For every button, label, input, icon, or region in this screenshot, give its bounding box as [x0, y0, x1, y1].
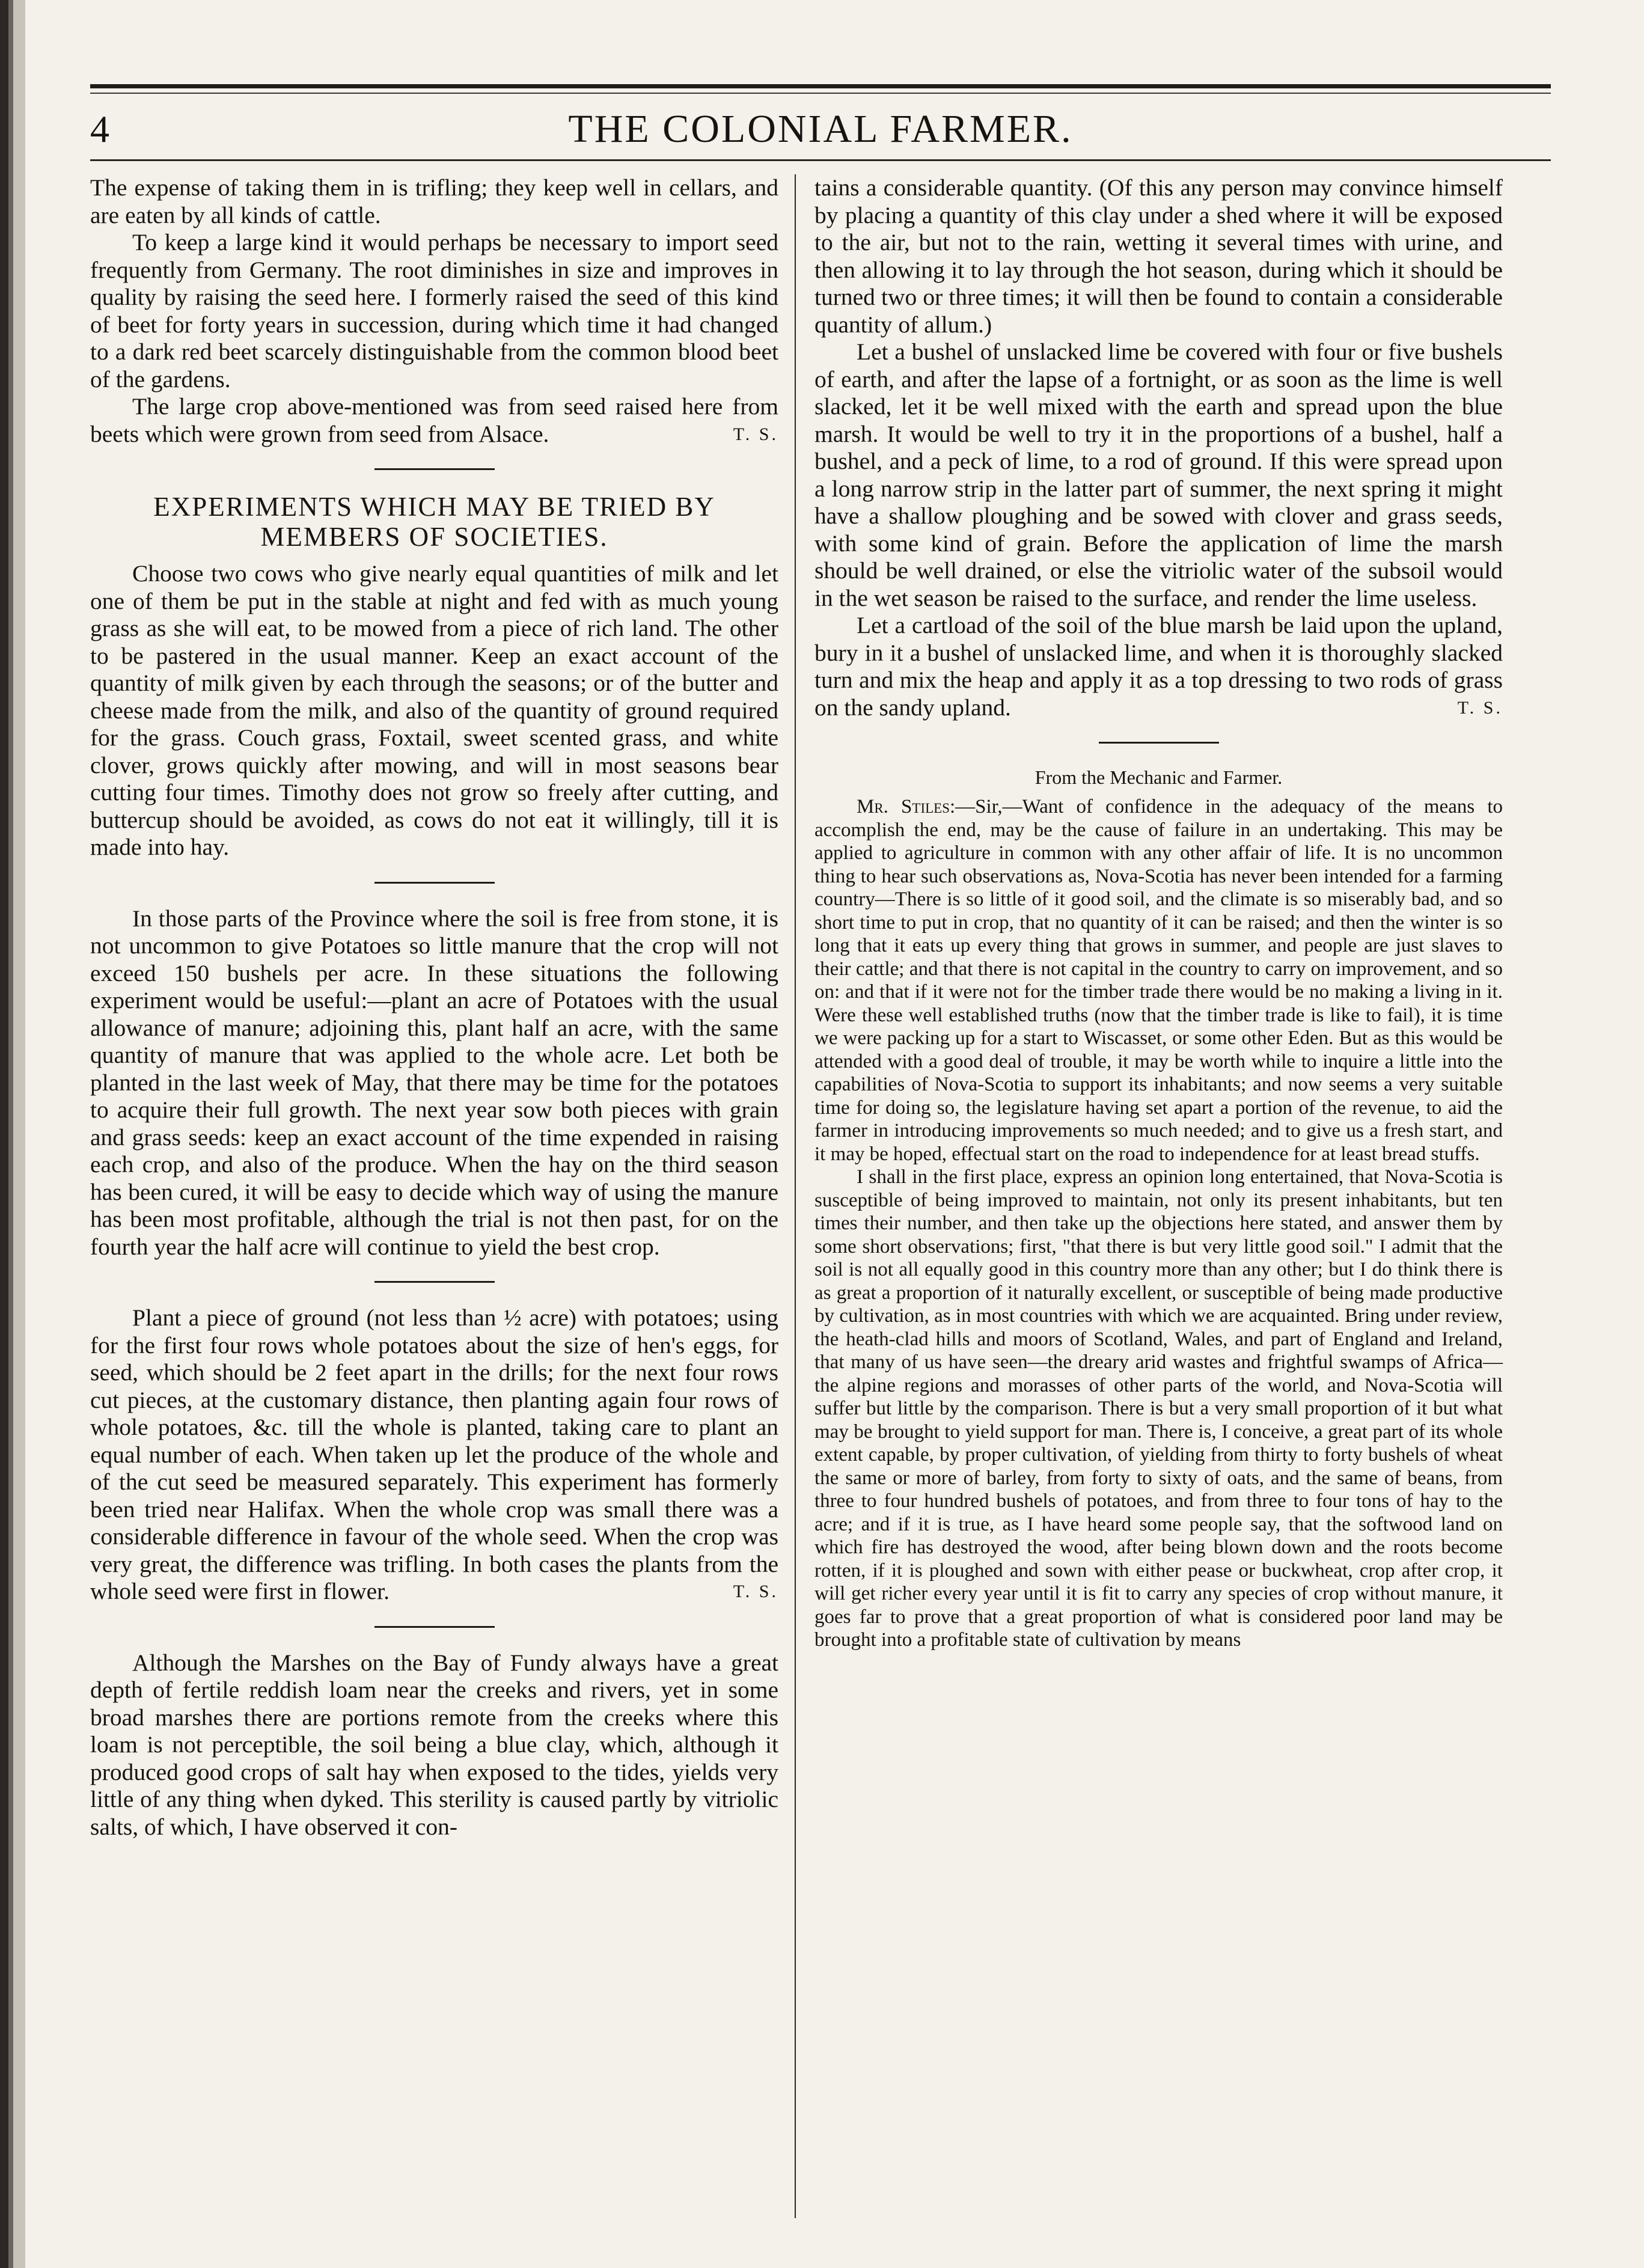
paragraph: In those parts of the Province where the soil is free from stone, it is not uncommon to give Potatoes so little manure that the crop will not exceed 150 bushels per acre. In these situations the following experiment would be useful:—plant an acre of Potatoes with the usual allowance of manure; adjoining this, plant half an acre, with the same quantity of manure that was applied to the whole acre. Let both be planted in the last week of May, that there may be time for the potatoes to acquire their full growth. The next year sow both pieces with grain and grass seeds: keep an exact account of the time expended in raising each crop, and also of the produce. When the hay on the third season has been cured, it will be easy to decide which way of using the manure has been most profitable, although the trial is not then past, for on the fourth year the half acre will continue to yield the best crop. — [90, 905, 778, 1260]
right-column — [814, 174, 1503, 1652]
newspaper-page — [90, 84, 1551, 2224]
paragraph: The expense of taking them in is trifling; they keep well in cellars, and are eaten by all kinds of cattle. — [90, 174, 778, 228]
letter-body — [814, 795, 1503, 1652]
paragraph — [814, 612, 1503, 721]
top-rule — [90, 84, 1551, 88]
section-separator — [374, 468, 495, 470]
paragraph-text: The large crop above-mentioned was from seed raised here from beets which were grown from seed from Alsace. — [90, 393, 778, 447]
page-binding-edge — [0, 0, 25, 2268]
section-heading: EXPERIMENTS WHICH MAY BE TRIED BY MEMBERS OF SOCIETIES. — [153, 492, 715, 552]
section-separator — [1099, 742, 1219, 744]
paragraph-text: Plant a piece of ground (not less than ½ acre) with potatoes; using for the first four rows whole potatoes about the size of hen's eggs, for seed, which should be 2 feet apart in the drills; for the next four rows cut pieces, at the customary distance, then planting again four rows of whole potatoes, &c. till the whole is planted, taking care to plant an equal number of each. When taken up let the produce of the whole and of the cut seed be measured separately. This experiment has formerly been tried near Halifax. When the whole crop was small there was a considerable difference in favour of the whole seed. When the crop was very great, the difference was trifling. In both cases the plants from the whole seed were first in flower. — [90, 1304, 778, 1604]
column-divider — [795, 174, 796, 2218]
paragraph: Although the Marshes on the Bay of Fundy always have a great depth of fertile reddish loam near the creeks and rivers, yet in some broad marshes there are portions remote from the creeks where this loam is not perceptible, the soil being a blue clay, which, although it produced good crops of salt hay when exposed to the tides, yields very little of any thing when dyked. This sterility is caused partly by vitriolic salts, of which, I have observed it con- — [90, 1649, 778, 1840]
paragraph — [90, 1304, 778, 1606]
signature: T. S. — [733, 1582, 778, 1601]
salutation: Mr. Stiles: — [857, 796, 956, 818]
top-rule-thin — [90, 93, 1551, 94]
paragraph: Let a bushel of unslacked lime be covered with four or five bushels of earth, and after the lapse of a fortnight, or as soon as the lime is well slacked, let it be well mixed with the earth and spread upon the blue marsh. It would be well to try it in the proportions of a bushel, half a bushel, and a peck of lime, to a rod of ground. If this were spread upon a long narrow strip in the latter part of summer, the next spring it might have a shallow ploughing and be sowed with clover and grass seeds, with some kind of grain. Before the application of lime the marsh should be well drained, or else the vitriolic water of the subsoil would in the wet season be raised to the surface, and render the lime useless. — [814, 338, 1503, 611]
paragraph — [814, 795, 1503, 1166]
masthead-title: THE COLONIAL FARMER. — [568, 107, 1073, 151]
section-separator — [374, 1281, 495, 1283]
section-separator — [374, 1626, 495, 1628]
paragraph — [90, 393, 778, 448]
paragraph: tains a considerable quantity. (Of this any person may convince himself by placing a quantity of this clay under a shed where it will be exposed to the air, but not to the rain, wetting it several times with urine, and then allowing it to lay through the hot season, during which it should be turned two or three times; it will then be found to contain a considerable quantity of allum.) — [814, 174, 1503, 338]
paragraph-text: Let a cartload of the soil of the blue marsh be laid upon the upland, bury in it a bushel of unslacked lime, and when it is thoroughly slacked turn and mix the heap and apply it as a top dressing to two rods of grass on the sandy upland. — [814, 612, 1503, 721]
paragraph: To keep a large kind it would perhaps be necessary to import seed frequently from Germany. The root diminishes in size and improves in quality by raising the seed here. I formerly raised the seed of this kind of beet for forty years in succession, during which time it had changed to a dark red beet scarcely distinguishable from the common blood beet of the gardens. — [90, 229, 778, 393]
paragraph: I shall in the first place, express an opinion long entertained, that Nova-Scotia is susceptible of being improved to maintain, not only its present inhabitants, but ten times their number, and then take up the objections here stated, and answer them by some short observations; first, "that there is but very little good soil." I admit that the soil is not all equally good in this country more than any other; but I do think there is as great a proportion of it naturally excellent, or susceptible of being made productive by cultivation, as in most countries with which we are acquainted. Bring under review, the heath-clad hills and moors of Scotland, Wales, and part of England and Ireland, that many of us have seen—the dreary arid wastes and frightful swamps of Africa—the alpine regions and morasses of other parts of the world, and Nova-Scotia will suffer but little by the comparison. There is but a very small proportion of it but what may be brought to yield support for man. There is, I conceive, a great part of its whole extent capable, by proper cultivation, of yielding from thirty to forty bushels of wheat the same or more of barley, from forty to sixty of oats, and the same of beans, from three to four hundred bushels of potatoes, and from three to four tons of hay to the acre; and if it is true, as I have heard some people say, that the softwood land on which fire has destroyed the wood, after being blown down and the roots become rotten, if it is ploughed and sown with either pease or buckwheat, crop after crop, it will get richer every year until it is fit to carry any species of crop without manure, it goes far to prove that a great proportion of what is considered poor land may be brought into a profitable state of cultivation by means — [814, 1166, 1503, 1651]
source-attribution: From the Mechanic and Farmer. — [1034, 766, 1283, 788]
left-column — [90, 174, 778, 1841]
paragraph: Choose two cows who give nearly equal quantities of milk and let one of them be put in the stable at night and fed with as much young grass as she will eat, to be mowed from a piece of rich land. The other to be pastered in the usual manner. Keep an exact account of the quantity of milk given by each through the seasons; or of the butter and cheese made from the milk, and also of the quantity of ground required for the grass. Couch grass, Foxtail, sweet scented grass, and white clover, grows quickly after mowing, and will in most seasons bear cutting four times. Timothy does not grow so freely after cutting, and buttercup should be avoided, as cows do not eat it willingly, till it is made into hay. — [90, 560, 778, 860]
paragraph-text: —Sir,—Want of confidence in the adequacy of the means to accomplish the end, may be the cause of failure in an undertaking. This may be applied to agriculture in common with any other affair of life. It is no uncommon thing to hear such observations as, Nova-Scotia has never been intended for a farming country—There is so little of it good soil, and the climate is so miserably bad, and so short time to put in crop, that no quantity of it can be raised; and then the winter is so long that it eats up every thing that grows in summer, and people are just slaves to their cattle; and that there is not capital in the country to carry on improvement, and so on: and that if it were not for the timber trade there would be no making a living in it. Were these well established truths (now that the timber trade is like to fail), it is time we were packing up for a start to Wiscasset, or some other Eden. But as this would be attended with a good deal of trouble, it may be worth while to inquire a little into the capabilities of Nova-Scotia to support its inhabitants; and now seems a very suitable time for doing so, the legislature having set apart a portion of the revenue, to aid the farmer in introducing improvements so much needed; and to give us a fresh start, and it may be hoped, effectual start on the road to independence for at least bread stuffs. — [814, 796, 1503, 1165]
header-rule — [90, 159, 1551, 161]
signature: T. S. — [733, 424, 778, 444]
section-separator — [374, 882, 495, 884]
page-number: 4 — [90, 108, 109, 150]
signature: T. S. — [1457, 697, 1503, 718]
